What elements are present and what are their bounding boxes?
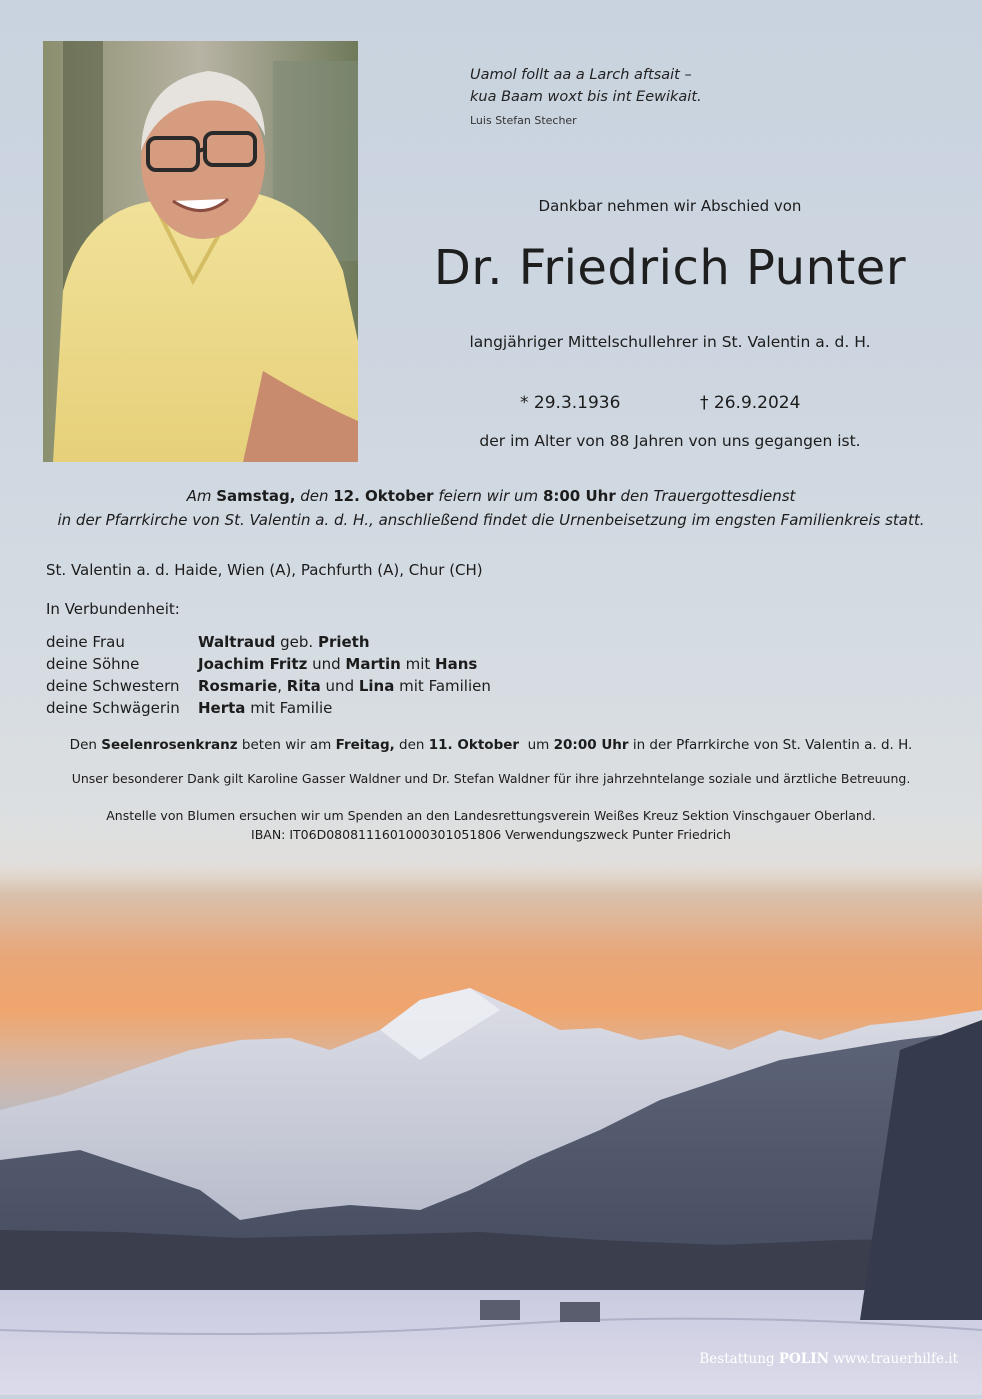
relatives-list bbox=[46, 631, 491, 719]
quote-line-1: Uamol follt aa a Larch aftsait – bbox=[470, 67, 692, 83]
relative-row: deine Söhne Joachim Fritz und Martin mit Hans bbox=[46, 655, 478, 673]
funeral-home-credit: Bestattung POLIN www.trauerhilfe.it bbox=[699, 1351, 958, 1367]
portrait-photo bbox=[43, 41, 358, 462]
places: St. Valentin a. d. Haide, Wien (A), Pachfurth (A), Chur (CH) bbox=[46, 561, 483, 579]
profession: langjähriger Mittelschullehrer in St. Valentin a. d. H. bbox=[469, 333, 871, 351]
service-announcement bbox=[20, 484, 962, 532]
quote-line-2: kua Baam woxt bis int Eewikait. bbox=[470, 89, 702, 105]
donation-line-1: Anstelle von Blumen ersuchen wir um Spenden an den Landesrettungsverein Weißes Kreuz Sektion Vinschgauer Oberland. bbox=[106, 808, 876, 823]
birth-date: * 29.3.1936 bbox=[520, 393, 621, 413]
mountain-landscape-image bbox=[0, 860, 982, 1395]
service-line-1: Am Samstag, den 12. Oktober feiern wir um 8:00 Uhr den Trauergottesdienst bbox=[186, 487, 796, 505]
relative-row: deine Schwägerin Herta mit Familie bbox=[46, 699, 333, 717]
union-label: In Verbundenheit: bbox=[46, 600, 180, 618]
relative-row: deine Frau Waltraud geb. Prieth bbox=[46, 633, 370, 651]
iban-line: IBAN: IT06D0808111601000301051806 Verwendungszweck Punter Friedrich bbox=[251, 827, 731, 842]
quote-author: Luis Stefan Stecher bbox=[470, 114, 577, 127]
donation-info bbox=[20, 806, 962, 844]
thanks-text: Unser besonderer Dank gilt Karoline Gasser Waldner und Dr. Stefan Waldner für ihre jahrzehntelange soziale und ärztliche Betreuung. bbox=[71, 771, 911, 786]
rosary-announcement: Den Seelenrosenkranz beten wir am Freitag, den 11. Oktober um 20:00 Uhr in der Pfarrkirche von St. Valentin a. d. H. bbox=[69, 737, 913, 753]
deceased-name: Dr. Friedrich Punter bbox=[433, 240, 907, 296]
age-line: der im Alter von 88 Jahren von uns gegangen ist. bbox=[479, 432, 861, 450]
intro-text: Dankbar nehmen wir Abschied von bbox=[538, 197, 802, 215]
epigraph-quote bbox=[470, 64, 702, 108]
service-line-2: in der Pfarrkirche von St. Valentin a. d. H., anschließend findet die Urnenbeisetzung im engsten Familienkreis statt. bbox=[57, 511, 925, 529]
relative-row: deine Schwestern Rosmarie, Rita und Lina mit Familien bbox=[46, 677, 491, 695]
death-date: † 26.9.2024 bbox=[700, 393, 801, 413]
